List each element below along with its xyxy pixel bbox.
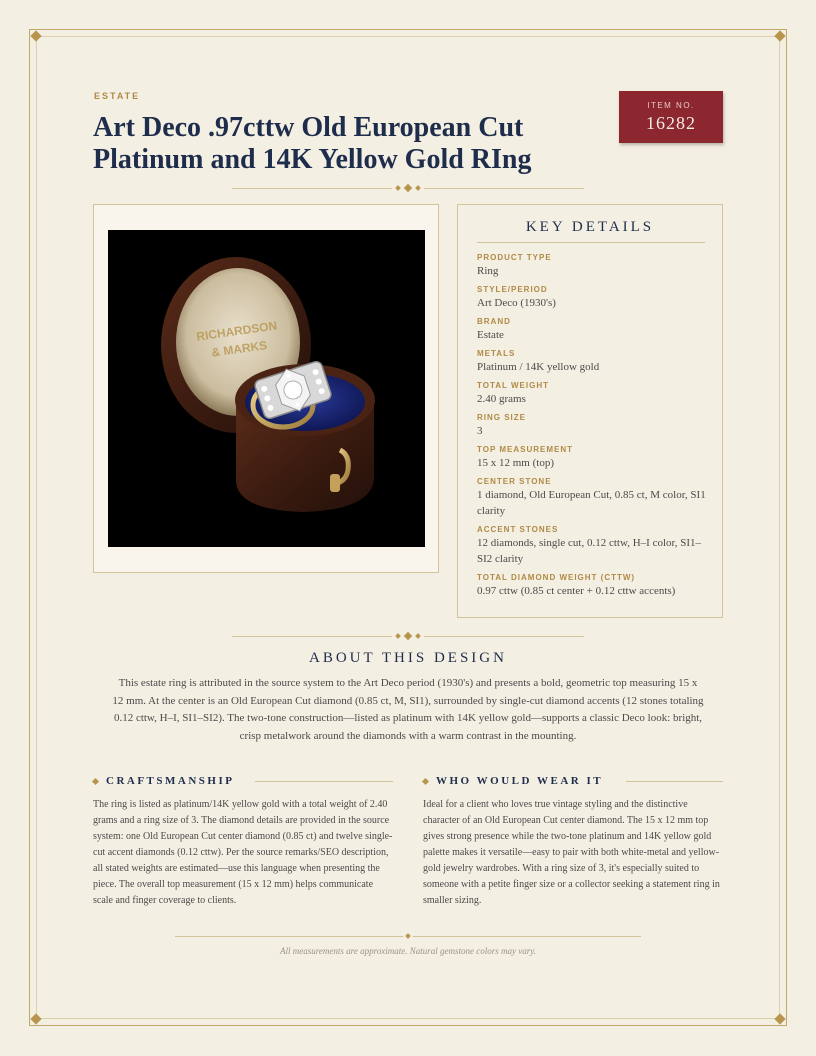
about-title: ABOUT THIS DESIGN (309, 650, 507, 666)
heading-diamond-icon (92, 778, 99, 785)
divider-diamond-icon (395, 633, 401, 639)
detail-value: 1 diamond, Old European Cut, 0.85 ct, M color, SI1 clarity (477, 489, 706, 517)
key-details-list (477, 252, 707, 604)
detail-item (477, 524, 707, 567)
detail-item (477, 316, 707, 343)
product-photo-frame (93, 204, 439, 573)
craftsmanship-title: CRAFTSMANSHIP (106, 775, 235, 787)
wearer-title: WHO WOULD WEAR IT (436, 775, 604, 787)
divider-diamond-icon (415, 633, 421, 639)
about-divider (232, 632, 584, 641)
detail-label: STYLE/PERIOD (477, 285, 548, 294)
detail-item (477, 252, 707, 279)
divider-diamond-icon (405, 933, 411, 939)
footer-divider (175, 932, 641, 941)
detail-value: 12 diamonds, single cut, 0.12 cttw, H–I color, SI1–SI2 clarity (477, 537, 702, 565)
detail-item (477, 572, 707, 599)
detail-item (477, 444, 707, 471)
detail-item (477, 476, 707, 519)
divider-diamond-icon (415, 185, 421, 191)
detail-value: Platinum / 14K yellow gold (477, 361, 600, 373)
detail-label: BRAND (477, 317, 511, 326)
key-details-panel (457, 204, 723, 618)
detail-item (477, 380, 707, 407)
craftsmanship-heading (93, 775, 393, 789)
svg-text:& MARKS: & MARKS (210, 338, 268, 360)
detail-value: Ring (477, 265, 499, 277)
key-details-title: KEY DETAILS (525, 219, 655, 235)
divider-diamond-icon (395, 185, 401, 191)
item-number-value: 16282 (646, 113, 696, 133)
detail-item (477, 284, 707, 311)
craftsmanship-text: The ring is listed as platinum/14K yellow gold with a total weight of 2.40 grams and a ring size of 3. The diamond details are provided in the source system: one Old European Cut center diamond (0.85 ct) and twelve single-cut accent diamonds (0.12 cttw). Per the source remarks/SEO description, all stated weights are estimated—use this language when presenting the piece. The overall top measurement (15 x 12 mm) helps communicate scale and finger coverage to clients. (93, 799, 393, 906)
ring-in-box-photo (108, 230, 425, 547)
footer-note: All measurements are approximate. Natural gemstone colors may vary. (280, 946, 536, 956)
detail-item (477, 412, 707, 439)
detail-value: 3 (477, 425, 483, 437)
title-line-1: Art Deco .97cttw Old European Cut (93, 112, 524, 143)
detail-label: ACCENT STONES (477, 525, 559, 534)
key-details-rule (477, 242, 705, 243)
item-number-label: ITEM NO. (647, 101, 695, 110)
detail-label: TOTAL WEIGHT (477, 381, 549, 390)
about-text: This estate ring is attributed in the source system to the Art Deco period (1930's) and presents a bold, geometric top measuring 15 x 12 mm. At the center is an Old European Cut diamond (0.85 ct, M, SI1), surrounded by single-cut diamond accents (12 stones totaling 0.12 cttw, H–I, SI1–SI2). The two-tone construction—listed as platinum with 14K yellow gold—supports a classic Deco look: bright, crisp metalwork around the diamonds with a warm contrast in the mounting. (112, 677, 704, 742)
detail-value: Art Deco (1930's) (477, 297, 556, 309)
detail-label: TOP MEASUREMENT (477, 445, 574, 454)
detail-value: 2.40 grams (477, 393, 526, 405)
detail-value: 15 x 12 mm (top) (477, 457, 554, 469)
detail-value: 0.97 cttw (0.85 ct center + 0.12 cttw accents) (477, 585, 676, 597)
divider-diamond-icon (404, 184, 412, 192)
detail-label: METALS (477, 349, 516, 358)
product-photo[interactable] (108, 230, 425, 547)
detail-label: CENTER STONE (477, 477, 552, 486)
detail-label: PRODUCT TYPE (477, 253, 552, 262)
category-eyebrow: ESTATE (94, 91, 141, 101)
divider-diamond-icon (404, 632, 412, 640)
title-divider (232, 184, 584, 193)
wearer-text: Ideal for a client who loves true vintage styling and the distinctive character of an Old European Cut center diamond. The 15 x 12 mm top gives strong presence while the two-tone platinum and 14K yellow gold palette makes it versatile—easy to pair with both white-metal and yellow-gold jewelry wardrobes. With a ring size of 3, it's especially suited to someone with a petite finger size or a collector seeking a statement ring in smaller sizing. (423, 799, 720, 906)
detail-item (477, 348, 707, 375)
detail-label: TOTAL DIAMOND WEIGHT (CTTW) (477, 573, 636, 582)
detail-value: Estate (477, 329, 504, 341)
title-line-2: Platinum and 14K Yellow Gold RIng (93, 144, 532, 175)
svg-text:RICHARDSON: RICHARDSON (195, 318, 278, 344)
heading-diamond-icon (422, 778, 429, 785)
detail-label: RING SIZE (477, 413, 527, 422)
page-title (93, 112, 593, 176)
wearer-heading (423, 775, 723, 789)
item-number-badge (619, 91, 723, 143)
